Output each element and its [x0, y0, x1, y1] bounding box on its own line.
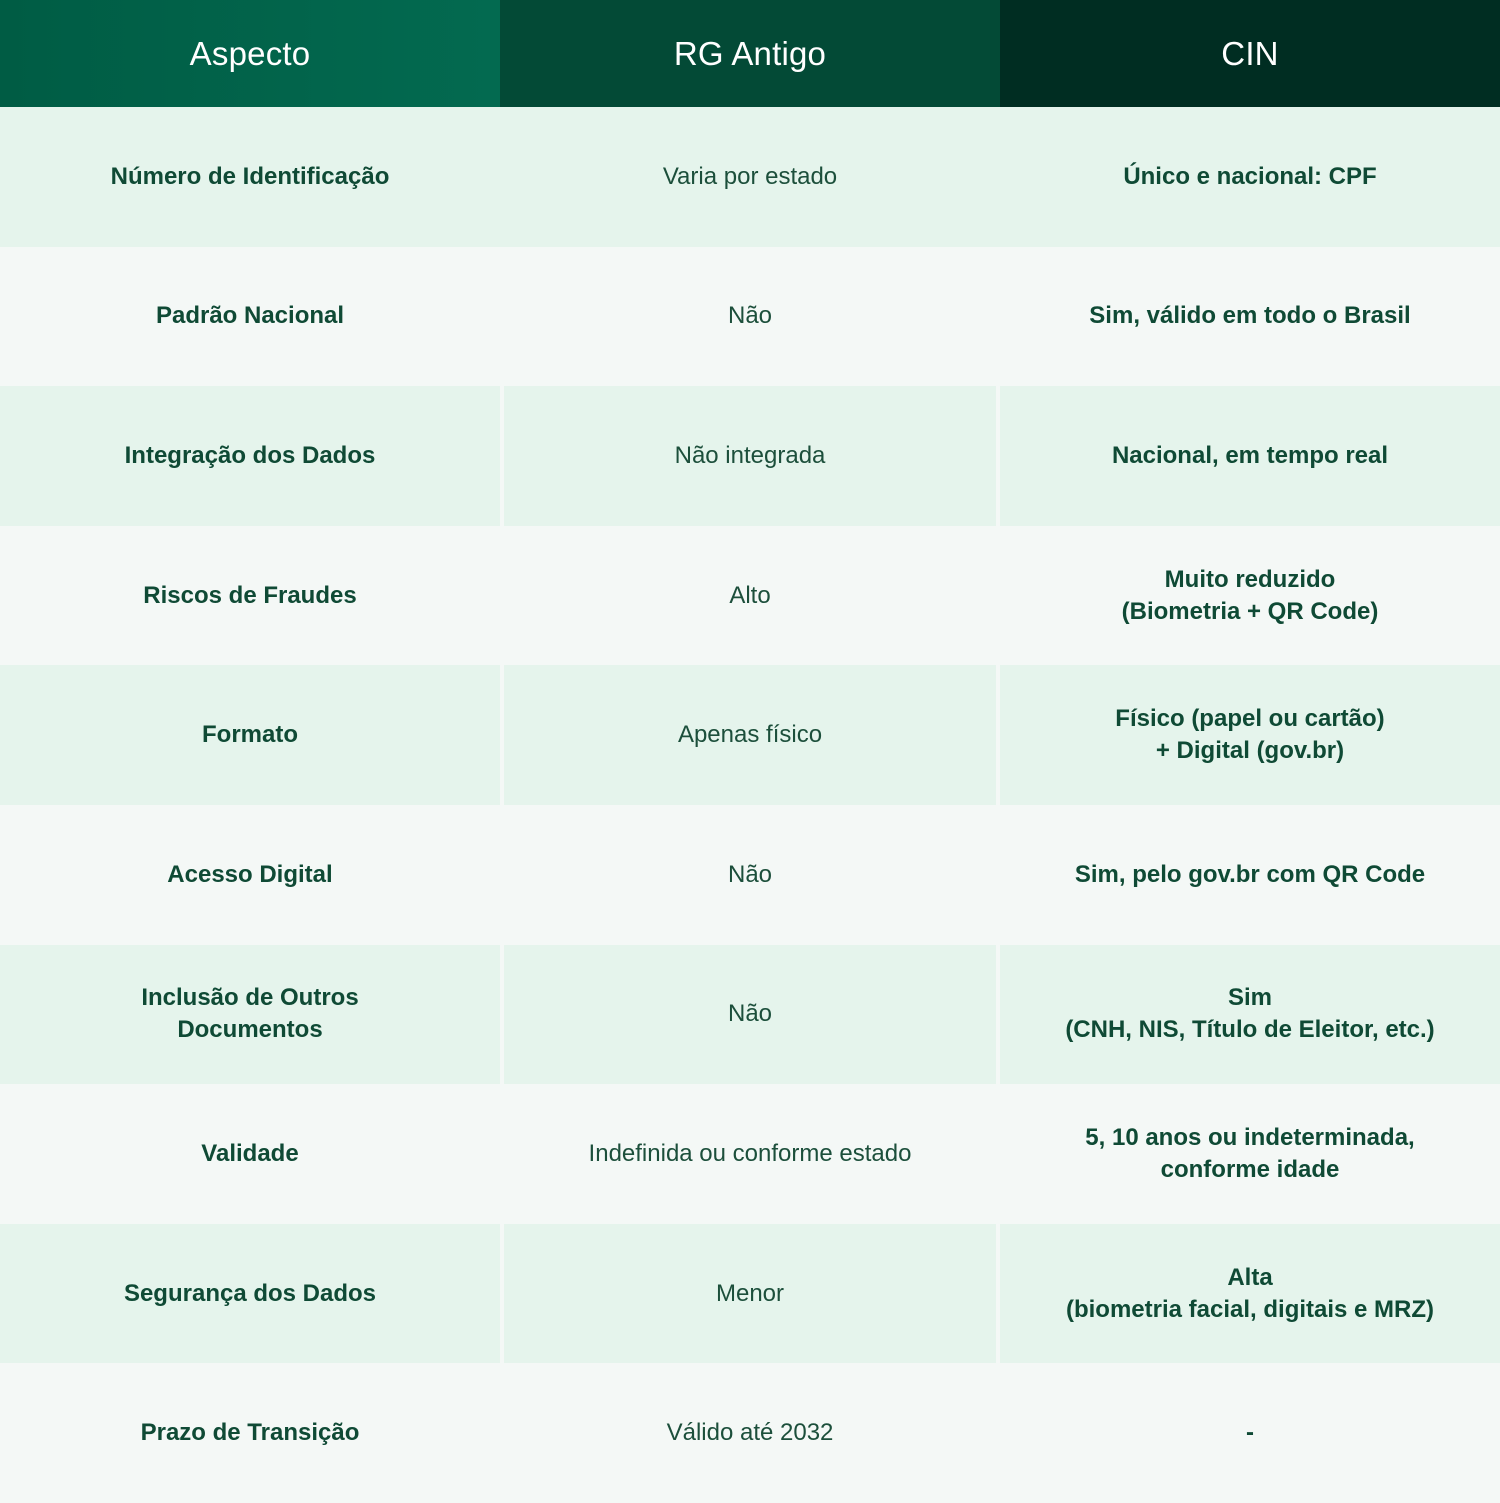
table-row — [0, 526, 1500, 666]
rg-cell: Alto — [729, 581, 771, 609]
header-rg-antigo: RG Antigo — [500, 0, 1000, 107]
rg-cell: Não — [500, 945, 1000, 1085]
aspect-cell: Segurança dos Dados — [123, 1279, 377, 1307]
cin-cell: 5, 10 anos ou indeterminada, conforme idade — [1085, 1123, 1415, 1183]
rg-cell: Apenas físico — [500, 665, 1000, 805]
rg-cell: Varia por estado — [662, 162, 838, 190]
aspect-cell: Riscos de Fraudes — [143, 581, 357, 609]
cin-cell: Sim (CNH, NIS, Título de Eleitor, etc.) — [1065, 984, 1435, 1044]
rg-cell: Indefinida ou conforme estado — [588, 1139, 912, 1167]
aspect-cell: Validade — [201, 1139, 299, 1167]
table-row — [0, 1363, 1500, 1503]
cin-cell: Único e nacional: CPF — [1123, 162, 1377, 190]
rg-cell: Válido até 2032 — [666, 1419, 834, 1447]
table-row — [0, 665, 1500, 805]
table-row — [0, 805, 1500, 945]
header-aspecto: Aspecto — [0, 0, 500, 107]
rg-cell: Não — [727, 302, 773, 330]
aspect-cell: Acesso Digital — [167, 860, 333, 888]
aspect-cell: Formato — [202, 721, 298, 749]
rg-cell: Não integrada — [500, 386, 1000, 526]
header-cin: CIN — [1000, 0, 1500, 107]
table-row — [0, 107, 1500, 247]
cin-cell: Sim, válido em todo o Brasil — [1089, 302, 1411, 330]
cin-cell: Físico (papel ou cartão) + Digital (gov.br) — [1115, 705, 1385, 765]
table-row — [0, 1224, 1500, 1364]
cin-cell: Sim, pelo gov.br com QR Code — [1074, 860, 1426, 888]
rg-cell: Menor — [500, 1224, 1000, 1364]
table-row — [0, 386, 1500, 526]
cin-cell: - — [1246, 1419, 1254, 1447]
aspect-cell: Inclusão de Outros Documentos — [141, 984, 359, 1044]
cin-cell: Muito reduzido (Biometria + QR Code) — [1121, 565, 1379, 625]
table-header — [0, 0, 1500, 107]
aspect-cell: Padrão Nacional — [155, 302, 345, 330]
table-row — [0, 247, 1500, 387]
table-row — [0, 1084, 1500, 1224]
cin-cell: Alta (biometria facial, digitais e MRZ) — [1065, 1263, 1435, 1323]
rg-cell: Não — [727, 860, 773, 888]
aspect-cell: Prazo de Transição — [140, 1419, 360, 1447]
aspect-cell: Número de Identificação — [110, 162, 390, 190]
table-row — [0, 945, 1500, 1085]
cin-cell: Nacional, em tempo real — [1111, 441, 1389, 469]
aspect-cell: Integração dos Dados — [124, 441, 376, 469]
